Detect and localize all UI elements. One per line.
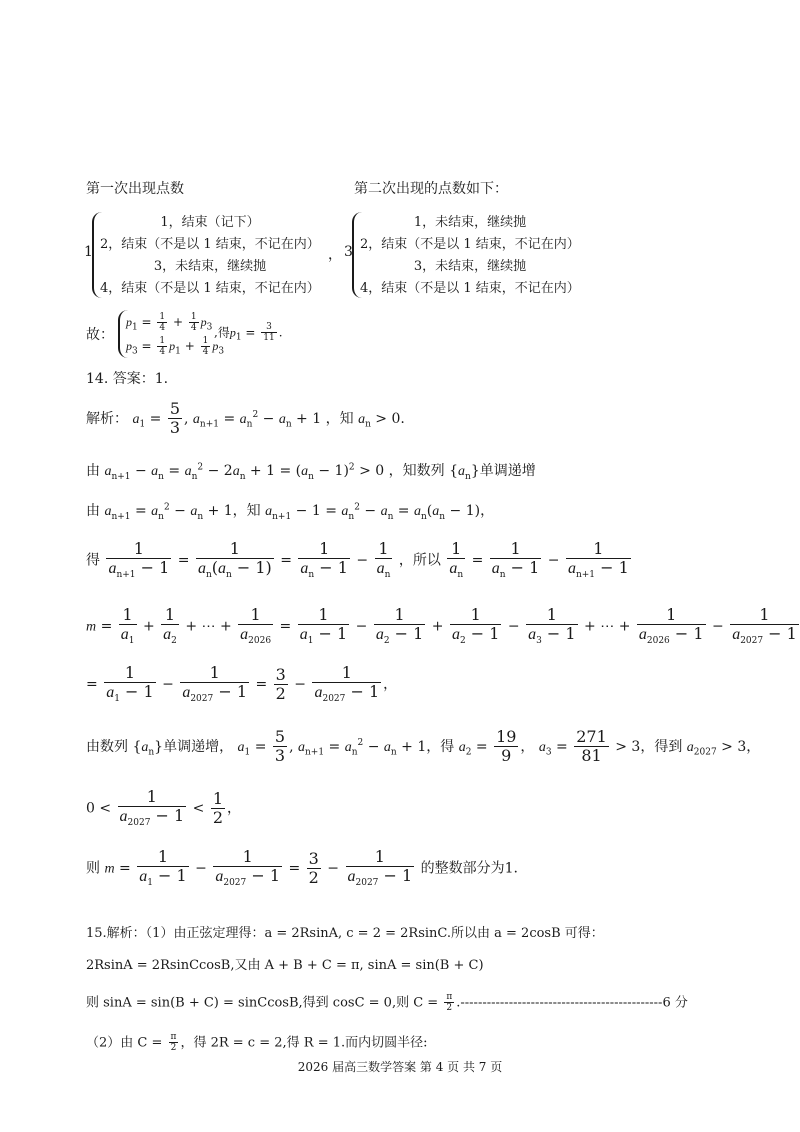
result-p1: ,得$p_1$ = $\frac{3}{11}$ . xyxy=(214,322,283,344)
q14-line-ineq: 0 < $\frac{1}{a_{2027} - 1}$ < $\frac{1}{2}$ ， xyxy=(86,787,242,829)
increasing-text: 单调递增 xyxy=(479,463,536,479)
probability-system xyxy=(118,310,224,358)
left-case-4: 4，结束（不是以 1 结束，不记在内） xyxy=(100,281,320,296)
left-case-system xyxy=(92,212,350,298)
from-seq-text: 由数列 xyxy=(86,738,128,755)
q14-line-conclusion: 则 m = $\frac{1}{a_1 - 1}$ − $\frac{1}{a_{2027} - 1}$ = $\frac{3}{2}$ − $\frac{1}{a_{2027} - 1}$ 的整数部分为1. xyxy=(86,847,518,889)
right-case-label: 3 xyxy=(344,244,353,260)
q14-line-bound: 由数列 $\{a_n\}$单调递增， $a_1$ = $\frac{5}{3}$ , $a_{n+1} = a_n^2 - a_n + 1$，得 $a_2$ = $\frac{19}{9}$ ， $a_3$ = $\frac{271}{81}$ > 3，得到 $a_{2027} > 3$， xyxy=(86,727,761,766)
left-case-label: 1 xyxy=(84,244,93,260)
right-case-1: 1，未结束，继续抛 xyxy=(413,215,527,230)
case-separator: ， xyxy=(328,247,342,263)
get-a2-text: ，得 xyxy=(426,738,455,755)
two-denominator: 2 xyxy=(446,1003,453,1014)
q14-answer: 14. 答案：1. xyxy=(86,371,169,387)
get-text: 得 xyxy=(86,552,100,569)
increasing-text-2: 单调递增， xyxy=(163,738,234,755)
q14-line-monotone: 由 $a_{n+1} - a_n = a_n^2 - 2a_n + 1 = (a_n - 1)^2 > 0$ ，知数列 $\{a_n\}$单调递增 xyxy=(86,462,536,482)
right-case-4: 4，结束（不是以 1 结束，不记在内） xyxy=(360,281,580,296)
know-seq-text: ，知数列 xyxy=(388,463,445,479)
pi-symbol-2: π xyxy=(170,1032,177,1042)
q14-line-given: 解析： $a_1$ = $\frac{5}{3}$ , $a_{n+1} = a_n^2 - a_n + 1$ ，知 $a_n > 0$. xyxy=(86,399,405,438)
q15-line-4-start: （2）由 C = xyxy=(86,1035,163,1051)
right-case-system xyxy=(352,212,610,298)
q14-line-recur: 由 $a_{n+1} = a_n^2 - a_n + 1$，知 $a_{n+1} - 1 = a_n^2 - a_n = a_n(a_n - 1)$， xyxy=(86,502,495,522)
page-footer: 2026 届高三数学答案 第 4 页 共 7 页 xyxy=(297,1060,503,1074)
q15-line-3-text: 则 sinA = sin(B + C) = sinCcosB,得到 cosC = 0,则 C = xyxy=(86,995,439,1011)
right-case-2: 2，结束（不是以 1 结束，不记在内） xyxy=(360,237,580,252)
know-text: ，知 xyxy=(325,410,354,427)
get-to-text: ，得到 xyxy=(640,738,683,755)
pi-symbol: π xyxy=(446,992,453,1002)
equation-p3: $p_3$ = $\frac{1}{4}$ $p_1$ + $\frac{1}{4}$ $p_3$ xyxy=(126,335,225,357)
first-roll-heading: 第一次出现点数 xyxy=(86,181,184,197)
q14-line-telescope: 得 $\frac{1}{a_{n+1} - 1}$ = $\frac{1}{a_n(a_n - 1)}$ = $\frac{1}{a_n - 1}$ − $\frac{1}{a_n}$ ，所以 $\frac{1}{a_n}$ = $\frac{1}{a_n - 1}$ − $\frac{1}{a_{n+1} - 1}$ xyxy=(86,539,629,581)
two-denominator-2: 2 xyxy=(170,1043,177,1054)
so-text: ，所以 xyxy=(398,552,441,569)
integer-part-text: 的整数部分为1. xyxy=(420,860,518,877)
then-text: 则 xyxy=(86,860,100,877)
from-text: 由 xyxy=(86,463,100,479)
q14-line-sum: m = $\frac{1}{a_1}$ + $\frac{1}{a_2}$ + ⋯ + $\frac{1}{a_{2026}}$ = $\frac{1}{a_1 - 1}$ − $\frac{1}{a_2 - 1}$ + $\frac{1}{a_2 - 1}$ − $\frac{1}{a_3 - 1}$ + ⋯ + $\frac{1}{a_{2026} - 1}$ − $\frac{1}{a_{2027} - 1}$ xyxy=(86,605,797,647)
left-case-1: 1，结束（记下） xyxy=(160,215,260,230)
q15-line-4 xyxy=(86,1032,428,1054)
left-case-2: 2，结束（不是以 1 结束，不记在内） xyxy=(100,237,320,252)
score-dashes: .----------------------------------------------6 分 xyxy=(456,995,688,1011)
right-case-3: 3，未结束，继续抛 xyxy=(413,259,527,274)
second-roll-heading: 第二次出现的点数如下： xyxy=(354,181,508,197)
q15-line-4-end: ，得 2R = c = 2,得 R = 1.而内切圆半径: xyxy=(180,1035,428,1051)
q15-line-3 xyxy=(86,992,688,1014)
equation-p1: $p_1$ = $\frac{1}{4}$ + $\frac{1}{4}$ $p_3$ xyxy=(126,311,213,333)
from-text-2: 由 xyxy=(86,503,100,519)
q15-line-2: 2RsinA = 2RsinCcosB,又由 A + B + C = π, sinA = sin(B + C) xyxy=(86,958,484,973)
q14-line-result: = $\frac{1}{a_1 - 1}$ − $\frac{1}{a_{2027} - 1}$ = $\frac{3}{2}$ − $\frac{1}{a_{2027} - 1}$ ， xyxy=(86,663,398,705)
q15-line-1: 15.解析：（1）由正弦定理得：a = 2RsinA, c = 2 = 2RsinC.所以由 a = 2cosB 可得： xyxy=(86,926,604,941)
left-case-3: 3，未结束，继续抛 xyxy=(153,259,267,274)
therefore-label: 故： xyxy=(86,327,114,343)
analysis-label: 解析： xyxy=(86,410,128,427)
